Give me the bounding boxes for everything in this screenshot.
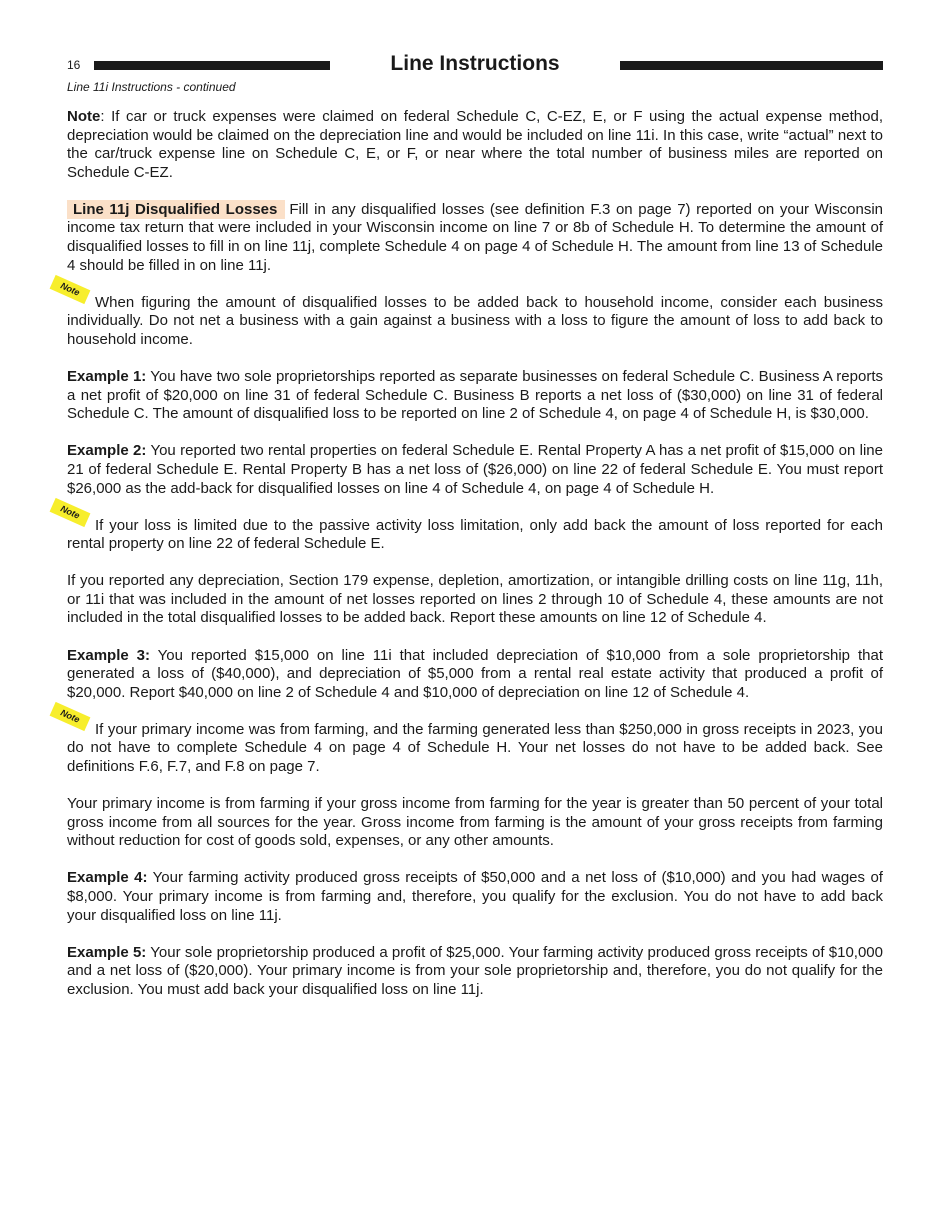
- paragraph-example-2: [67, 442, 883, 498]
- note-tag-icon: Note: [50, 702, 91, 731]
- example-lead: Example 4:: [67, 869, 148, 887]
- paragraph-text: You reported $15,000 on line 11i that included depreciation of $10,000 from a sole proprietorship that generated a loss of ($40,000), and depreciation of $5,000 from a rental real estate activity that produced a profit of $20,000. Report $40,000 on line 2 of Schedule 4 and $10,000 of depreciation on line 12 of Schedule 4.: [67, 646, 883, 701]
- paragraph-example-3: [67, 647, 883, 703]
- note-paragraph-farming: [59, 707, 883, 777]
- paragraph-text: Your farming activity produced gross receipts of $50,000 and a net loss of ($10,000) and you had wages of $8,000. Your primary income is from farming and, therefore, you qualify for the exclusion. You do not have to add back your disqualified loss on line 11j.: [67, 869, 883, 924]
- page-title: Line Instructions: [390, 52, 560, 75]
- paragraph-text: You reported two rental properties on federal Schedule E. Rental Property A has a net profit of $15,000 on line 21 of federal Schedule E. Rental Property B has a net loss of ($26,000) on line 22 of federal Schedule E. You must report $26,000 as the add-back for disqualified losses on line 4 of Schedule 4, on page 4 of Schedule H.: [67, 442, 883, 497]
- body-text: [59, 108, 883, 1018]
- paragraph-line-11j: [67, 201, 883, 275]
- note-paragraph-business: [59, 280, 883, 350]
- paragraph-example-4: [67, 869, 883, 925]
- page-number: 16: [67, 58, 81, 72]
- paragraph-text: Your primary income is from farming if your gross income from farming for the year is greater than 50 percent of your total gross income from all sources for the year. Gross income from farming is the amount of your gross receipts from farming without reduction for cost of goods sold, expenses, or any other amounts.: [67, 795, 883, 850]
- example-lead: Example 1:: [67, 368, 147, 386]
- line-11j-label: Line 11j Disqualified Losses: [67, 200, 285, 219]
- paragraph-text: When figuring the amount of disqualified losses to be added back to household income, consider each business individually. Do not net a business with a gain against a business with a loss to figure the amount of loss to add back to household income.: [67, 293, 883, 348]
- header-rule-right: [620, 61, 883, 70]
- paragraph-text: : If car or truck expenses were claimed on federal Schedule C, C-EZ, E, or F using the actual expense method, depreciation would be claimed on the depreciation line and would be included on line 11i. In this case, write “actual” next to the car/truck expense line on Schedule C, E, or F, or near where the total number of business miles are reported on Schedule C-EZ.: [67, 108, 883, 181]
- paragraph-example-1: [67, 368, 883, 424]
- example-lead: Example 5:: [67, 943, 147, 961]
- note-paragraph-passive: [59, 503, 883, 554]
- section-subheading: Line 11i Instructions - continued: [67, 80, 236, 94]
- page-header: [67, 52, 883, 78]
- note-tag-icon: Note: [50, 275, 91, 304]
- paragraph-primary-income: [67, 795, 883, 851]
- paragraph-depreciation: [67, 572, 883, 628]
- paragraph-note-car-truck: [67, 108, 883, 182]
- paragraph-text: If you reported any depreciation, Section 179 expense, depletion, amortization, or intangible drilling costs on line 11g, 11h, or 11i that was included in the amount of net losses reported on lines 2 through 10 of Schedule 4, these amounts are not included in the total disqualified losses to be added back. Report these amounts on line 12 of Schedule 4.: [67, 572, 883, 627]
- paragraph-text: You have two sole proprietorships reported as separate businesses on federal Schedule C. Business A reports a net profit of $20,000 on line 31 of federal Schedule C. Business B reports a net loss of ($30,000) on line 31 of federal Schedule C. The amount of disqualified loss to be reported on line 2 of Schedule 4, on page 4 of Schedule H, is $30,000.: [67, 368, 883, 423]
- example-lead: Example 2:: [67, 442, 147, 460]
- paragraph-text: If your loss is limited due to the passive activity loss limitation, only add back the amount of loss reported for each rental property on line 22 of federal Schedule E.: [67, 516, 883, 553]
- note-lead: Note: [67, 108, 101, 125]
- paragraph-text: Fill in any disqualified losses (see definition F.3 on page 7) reported on your Wisconsin income tax return that were included in your Wisconsin income on line 7 or 8b of Schedule H. To determine the amount of disqualified losses to fill in on line 11j, complete Schedule 4 on page 4 of Schedule H. The amount from line 13 of Schedule 4 should be filled in on line 11j.: [67, 200, 883, 274]
- note-tag-icon: Note: [50, 498, 91, 527]
- paragraph-text: If your primary income was from farming, and the farming generated less than $250,000 in gross receipts in 2023, you do not have to complete Schedule 4 on page 4 of Schedule H. Your net losses do not have to be added back. See definitions F.6, F.7, and F.8 on page 7.: [67, 720, 883, 776]
- paragraph-example-5: [67, 944, 883, 1000]
- header-rule-left: [94, 61, 330, 70]
- paragraph-text: Your sole proprietorship produced a profit of $25,000. Your farming activity produced gross receipts of $10,000 and a net loss of ($20,000). Your primary income is from your sole proprietorship and, therefore, you do not qualify for the exclusion. You must add back your disqualified loss on line 11j.: [67, 943, 883, 998]
- example-lead: Example 3:: [67, 646, 150, 664]
